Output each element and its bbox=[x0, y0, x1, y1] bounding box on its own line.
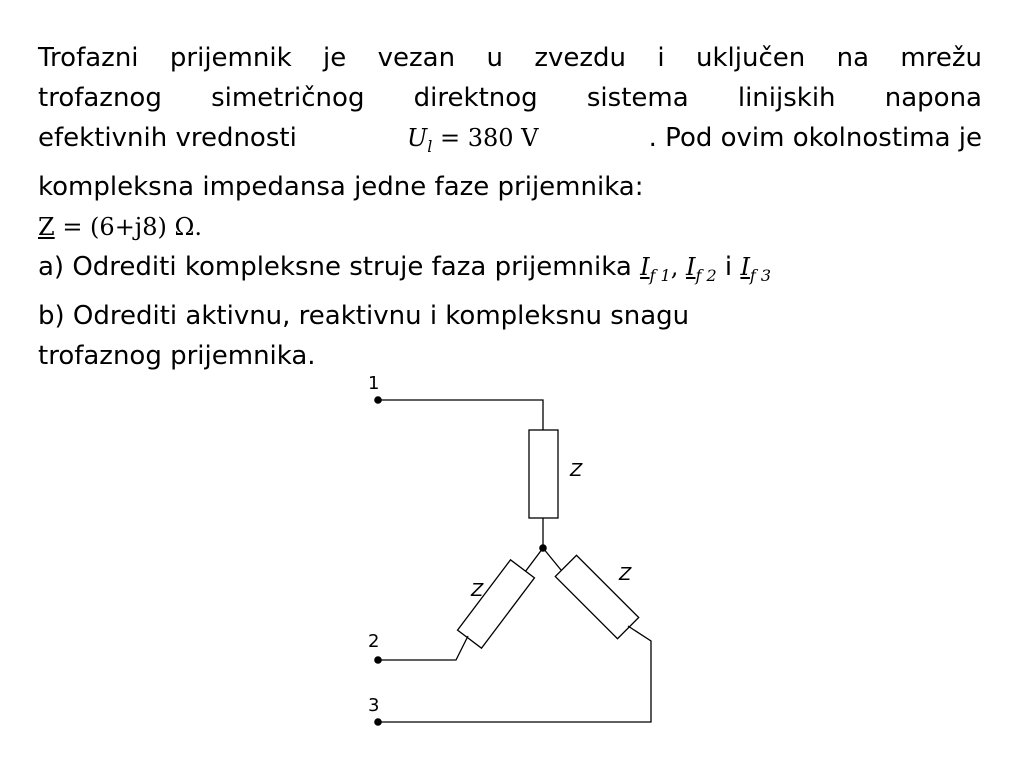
impedance-left bbox=[458, 560, 535, 648]
current-3-symbol: I bbox=[740, 252, 750, 281]
impedance-top-label: Z bbox=[570, 460, 583, 481]
intro-line-4: kompleksna impedansa jedne faze prijemnika: bbox=[38, 171, 644, 202]
wire-terminal-2 bbox=[378, 636, 468, 660]
intro-line-3-end: . Pod ovim okolnostima je bbox=[648, 123, 982, 153]
terminal-3-label: 3 bbox=[368, 695, 380, 716]
voltage-value: = 380 V bbox=[432, 124, 539, 152]
intro-line-1: Trofazni prijemnik je vezan u zvezdu i uključen na mrežu bbox=[38, 43, 982, 73]
star-node bbox=[539, 544, 547, 552]
part-b-line-2: trofaznog prijemnika. bbox=[38, 340, 316, 371]
voltage-subscript: l bbox=[427, 136, 433, 156]
wire-terminal-3 bbox=[378, 626, 651, 722]
current-3-subscript: f 3 bbox=[749, 265, 772, 285]
voltage-symbol: U bbox=[406, 124, 428, 152]
wire-terminal-1 bbox=[378, 400, 543, 430]
current-1-symbol: I bbox=[640, 252, 650, 281]
impedance-value: = (6+j8) Ω. bbox=[54, 212, 203, 241]
wire-star-to-right bbox=[543, 548, 561, 570]
impedance-right-label: Z bbox=[619, 564, 632, 585]
terminal-3-node bbox=[374, 718, 382, 726]
conjunction-i: i bbox=[716, 251, 741, 282]
impedance-symbol: Z bbox=[38, 212, 55, 241]
wire-star-to-left bbox=[525, 548, 543, 572]
current-2-symbol: I bbox=[686, 252, 696, 281]
current-1-subscript: f 1 bbox=[649, 265, 671, 285]
intro-line-2: trofaznog simetričnog direktnog sistema linijskih napona bbox=[38, 83, 982, 113]
intro-line-3-start: efektivnih vrednosti bbox=[38, 123, 297, 153]
impedance-top bbox=[529, 430, 558, 518]
comma-separator: , bbox=[670, 252, 686, 281]
current-2-subscript: f 2 bbox=[695, 265, 717, 285]
impedance-left-label: Z bbox=[471, 580, 484, 601]
terminal-2-node bbox=[374, 656, 382, 664]
terminal-1-node bbox=[374, 396, 382, 404]
terminal-2-label: 2 bbox=[368, 631, 380, 652]
part-b-line-1: b) Odrediti aktivnu, reaktivnu i kompleksnu snagu bbox=[38, 300, 690, 331]
part-a-text: a) Odrediti kompleksne struje faza prijemnika bbox=[38, 251, 641, 282]
terminal-1-label: 1 bbox=[368, 373, 380, 394]
